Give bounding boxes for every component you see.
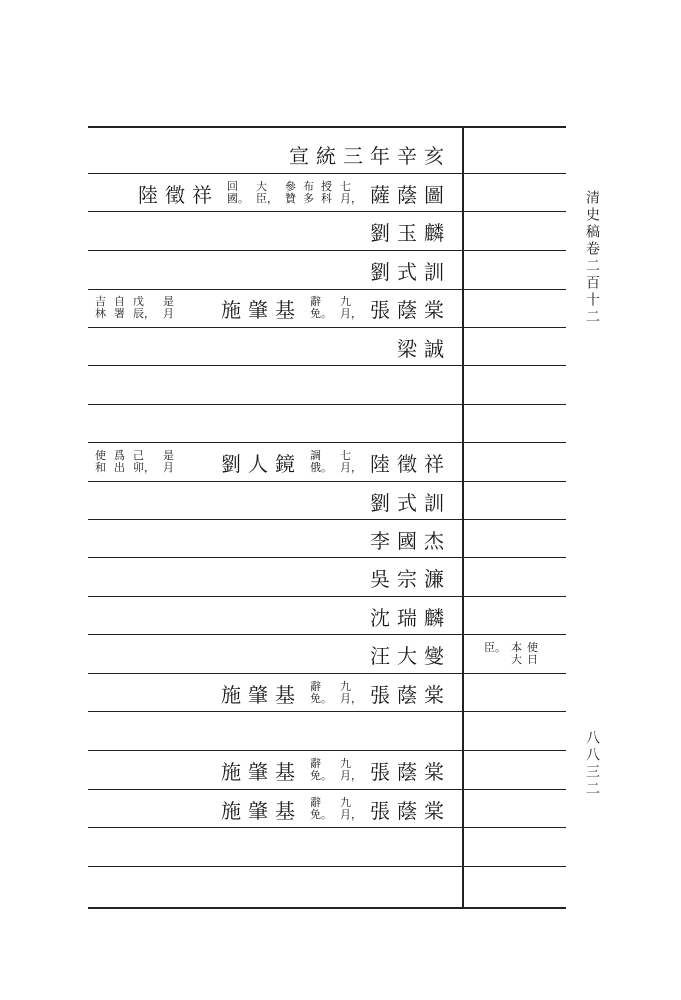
row-note: 吉 林 自 署 戊 辰， 是 月 — [95, 295, 174, 320]
table-row — [100, 212, 451, 250]
table-row — [200, 674, 451, 712]
action-note: 辭 免。 — [310, 757, 332, 782]
table-row — [200, 790, 451, 828]
successor-name: 劉人鏡 — [221, 451, 302, 476]
minister-name: 李國杰 — [370, 528, 451, 553]
table-row — [95, 174, 451, 212]
action-note: 辭 免。 — [310, 295, 332, 320]
table-row — [100, 482, 451, 520]
column-divider — [462, 127, 464, 907]
date-note: 九 月， — [340, 680, 362, 705]
table-row — [100, 520, 451, 558]
minister-name: 沈瑞麟 — [370, 605, 451, 630]
successor-name: 施肇基 — [221, 297, 302, 322]
appointment-note: 回 國。 大 臣， 參 贊 布 多 授 科 — [227, 180, 332, 205]
row-note: 使 和 爲 出 己 卯， 是 月 — [95, 449, 174, 474]
action-note: 辭 免。 — [310, 796, 332, 821]
table-row — [200, 751, 451, 789]
minister-name: 劉式訓 — [370, 490, 451, 515]
action-note: 辭 免。 — [310, 680, 332, 705]
minister-name: 劉玉麟 — [370, 220, 451, 245]
date-note: 九 月， — [340, 796, 362, 821]
table-row — [200, 289, 451, 327]
minister-name: 吳宗濂 — [370, 566, 451, 591]
date-note: 七 月， — [340, 180, 362, 205]
minister-name: 劉式訓 — [370, 259, 451, 284]
minister-name: 張蔭棠 — [370, 759, 451, 784]
minister-name: 陸徵祥 — [370, 451, 451, 476]
date-note: 九 月， — [340, 295, 362, 320]
table-row — [100, 635, 451, 673]
minister-name: 張蔭棠 — [370, 682, 451, 707]
table-row — [100, 597, 451, 635]
successor-name: 施肇基 — [221, 759, 302, 784]
minister-name: 汪大燮 — [370, 643, 451, 668]
table-row — [100, 251, 451, 289]
successor-name: 陸徵祥 — [138, 182, 219, 207]
year-label: 宣統三年辛亥 — [289, 143, 451, 168]
right-column-note: 臣。 本 大 使 日 — [484, 641, 538, 666]
year-header — [100, 135, 451, 173]
volume-title: 清史稿卷二百十二 — [584, 190, 600, 326]
table-row — [200, 443, 451, 481]
page-number: 八八三二 — [584, 730, 600, 798]
successor-name: 施肇基 — [221, 798, 302, 823]
table-row — [100, 558, 451, 596]
action-note: 調 俄。 — [310, 449, 332, 474]
minister-name: 梁誠 — [397, 336, 451, 361]
date-note: 九 月， — [340, 757, 362, 782]
row-divider — [88, 866, 566, 867]
minister-name: 張蔭棠 — [370, 297, 451, 322]
successor-name: 施肇基 — [221, 682, 302, 707]
table-top-border — [88, 126, 566, 128]
date-note: 七 月， — [340, 449, 362, 474]
table-bottom-border — [88, 907, 566, 909]
table-row — [100, 328, 451, 366]
minister-name: 薩蔭圖 — [370, 182, 451, 207]
minister-name: 張蔭棠 — [370, 798, 451, 823]
row-divider — [88, 404, 566, 405]
